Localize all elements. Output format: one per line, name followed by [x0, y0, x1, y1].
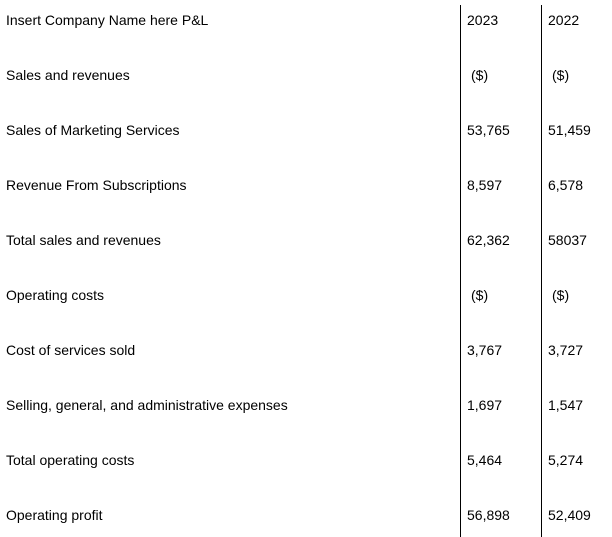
column-header-2023: 2023	[467, 12, 499, 28]
value-2023: 1,697	[467, 397, 503, 413]
table-row	[0, 230, 612, 250]
row-label: Operating costs	[6, 287, 105, 303]
table-row	[0, 505, 612, 525]
value-2023: ($)	[471, 287, 489, 303]
table-row	[0, 285, 612, 305]
table-title: Insert Company Name here P&L	[6, 12, 209, 28]
value-2022: 58037	[548, 232, 587, 248]
row-label: Sales of Marketing Services	[6, 122, 180, 138]
value-2022: 5,274	[548, 452, 584, 468]
table-row	[0, 65, 612, 85]
value-2022: ($)	[552, 67, 570, 83]
row-label: Total sales and revenues	[6, 232, 161, 248]
table-row	[0, 395, 612, 415]
value-2023: 62,362	[467, 232, 510, 248]
value-2023: ($)	[471, 67, 489, 83]
column-header-2022: 2022	[548, 12, 580, 28]
value-2022: 3,727	[548, 342, 584, 358]
header-row	[0, 10, 612, 30]
value-2023: 3,767	[467, 342, 503, 358]
value-2023: 5,464	[467, 452, 503, 468]
row-label: Selling, general, and administrative expenses	[6, 397, 288, 413]
value-2022: ($)	[552, 287, 570, 303]
value-2023: 8,597	[467, 177, 503, 193]
table-row	[0, 450, 612, 470]
row-label: Total operating costs	[6, 452, 135, 468]
row-label: Cost of services sold	[6, 342, 136, 358]
value-2022: 52,409	[548, 507, 591, 523]
value-2023: 53,765	[467, 122, 510, 138]
value-2022: 1,547	[548, 397, 584, 413]
row-label: Operating profit	[6, 507, 103, 523]
value-2022: 6,578	[548, 177, 584, 193]
row-label: Sales and revenues	[6, 67, 130, 83]
table-row	[0, 175, 612, 195]
row-label: Revenue From Subscriptions	[6, 177, 187, 193]
table-row	[0, 120, 612, 140]
table-row	[0, 340, 612, 360]
value-2023: 56,898	[467, 507, 510, 523]
value-2022: 51,459	[548, 122, 591, 138]
